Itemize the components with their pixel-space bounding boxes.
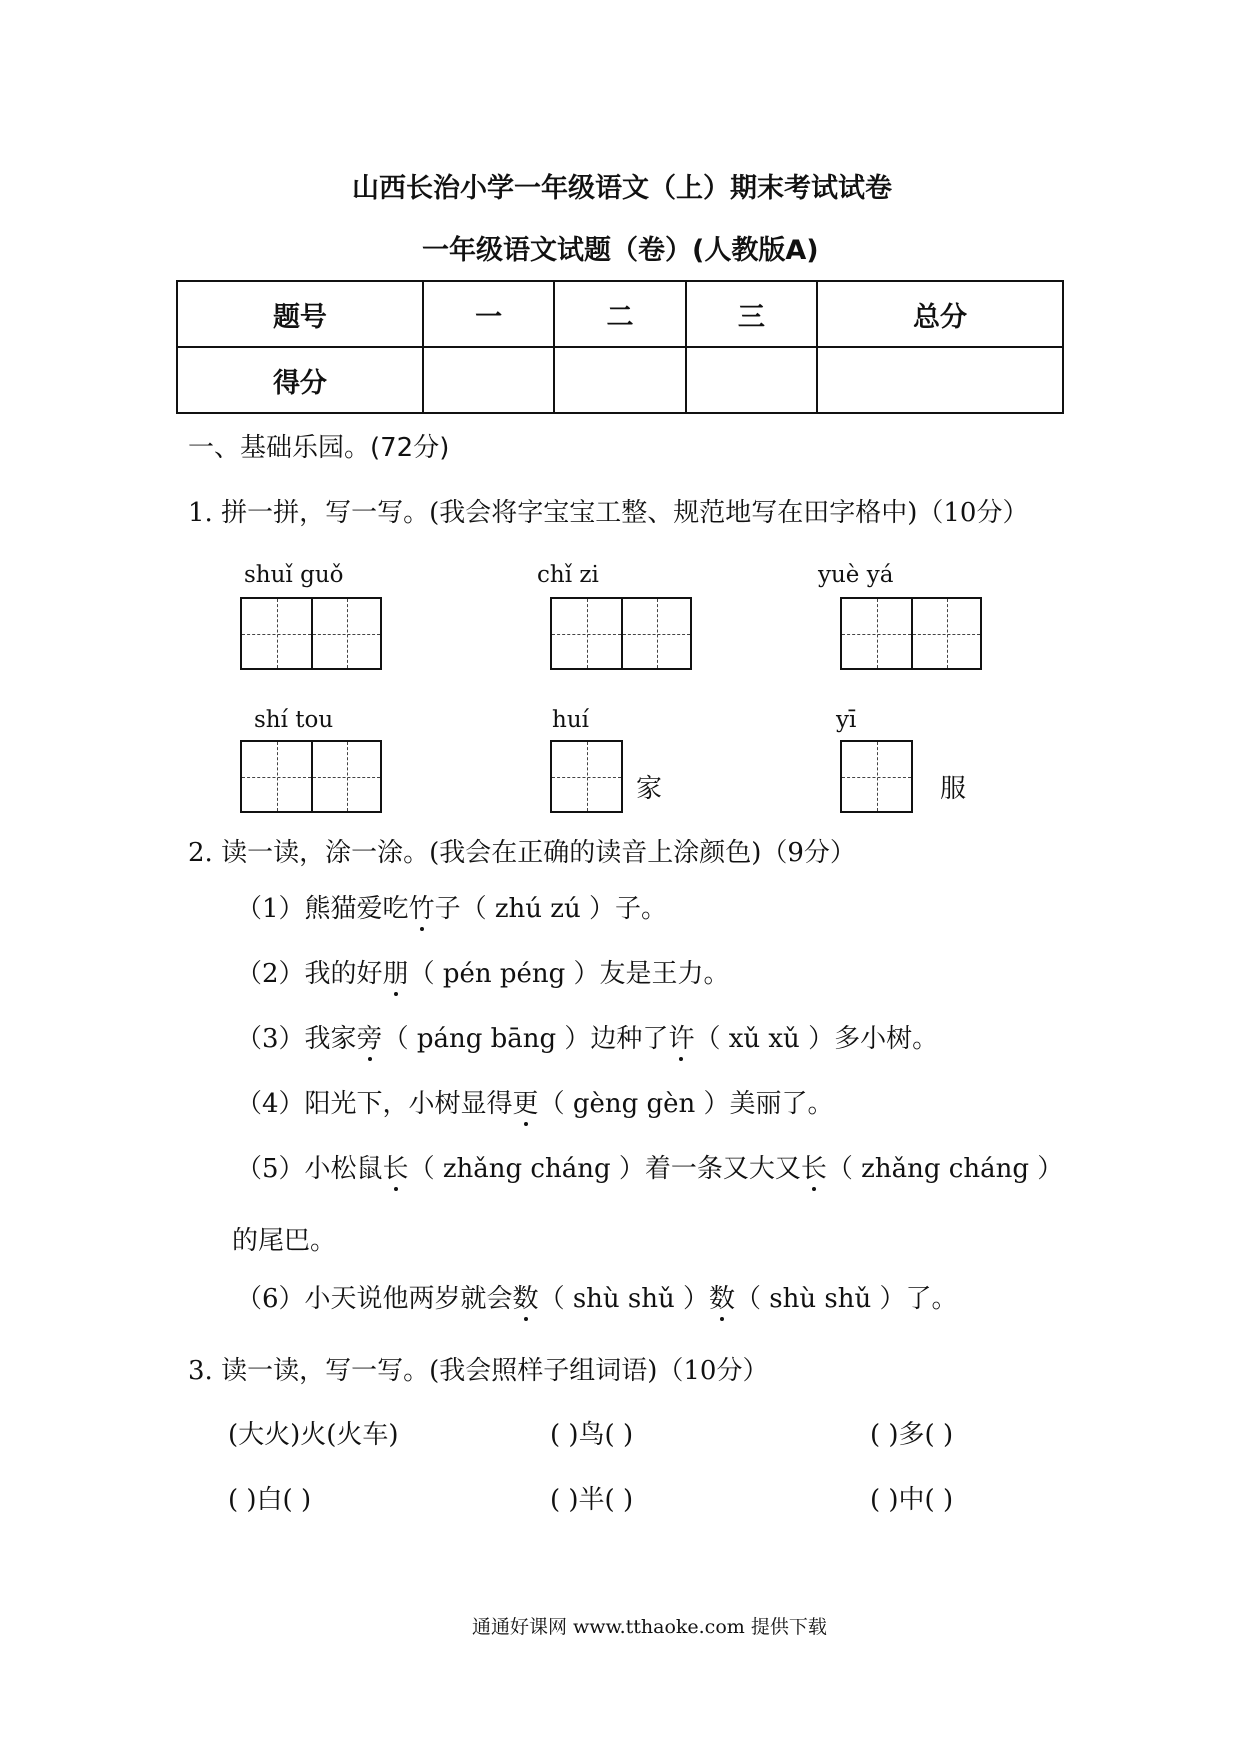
line-text: （5）小松鼠 xyxy=(236,1154,383,1184)
dotted-char: 更 xyxy=(513,1083,539,1120)
score-header-cell: 总分 xyxy=(817,281,1063,347)
pinyin-label: shí tou xyxy=(254,707,334,733)
score-cell xyxy=(817,347,1063,413)
q2-line-5 xyxy=(236,1148,1063,1185)
footer-credit: 通通好课网 www.tthaoke.com 提供下载 xyxy=(472,1616,827,1638)
dotted-char: 数 xyxy=(709,1278,735,1315)
line-text: （ zhǎng cháng ）着一条又大又 xyxy=(408,1154,801,1184)
line-text: 子（ zhú zú ）子。 xyxy=(434,894,667,924)
line-text: （ shù shǔ ） xyxy=(538,1284,710,1314)
pinyin-label: yī xyxy=(836,707,857,733)
score-header-cell: 一 xyxy=(423,281,554,347)
dotted-char: 竹 xyxy=(409,888,435,925)
pinyin-label: chǐ zi xyxy=(537,562,599,588)
line-text: （6）小天说他两岁就会 xyxy=(236,1284,513,1314)
question-3: 3. 读一读，写一写。(我会照样子组词语)（10分） xyxy=(188,1356,769,1386)
tianzige-grid[interactable] xyxy=(240,740,382,813)
q2-line-1 xyxy=(236,888,667,925)
tianzige-grid[interactable] xyxy=(840,597,982,670)
dotted-char: 长 xyxy=(801,1148,827,1185)
line-text: （ zhǎng cháng ） xyxy=(826,1154,1064,1184)
tianzige-cell[interactable] xyxy=(842,599,911,668)
pinyin-label: shuǐ guǒ xyxy=(244,562,344,588)
q2-line-3 xyxy=(236,1018,938,1055)
score-table-header-row xyxy=(177,281,1063,347)
q2-line-6 xyxy=(236,1278,958,1315)
pinyin-label: yuè yá xyxy=(818,562,894,588)
tianzige-cell[interactable] xyxy=(552,742,621,811)
tianzige-cell[interactable] xyxy=(552,599,621,668)
score-cell xyxy=(686,347,817,413)
line-text: （1）熊猫爱吃 xyxy=(236,894,409,924)
tianzige-cell[interactable] xyxy=(242,742,311,811)
tianzige-cell[interactable] xyxy=(311,742,380,811)
line-text: （ páng bāng ）边种了 xyxy=(382,1024,669,1054)
tianzige-cell[interactable] xyxy=(842,742,911,811)
q2-line-4 xyxy=(236,1083,834,1120)
score-table xyxy=(176,280,1064,414)
score-header-cell: 二 xyxy=(554,281,685,347)
score-header-cell: 题号 xyxy=(177,281,423,347)
tianzige-cell[interactable] xyxy=(911,599,980,668)
score-cell xyxy=(423,347,554,413)
line-text: （ gèng gèn ）美丽了。 xyxy=(538,1089,834,1119)
tianzige-grid[interactable] xyxy=(550,740,623,813)
word-group-blank[interactable]: ( )白( ) xyxy=(228,1485,312,1515)
exam-title: 山西长治小学一年级语文（上）期末考试试卷 xyxy=(352,173,892,204)
score-header-cell: 三 xyxy=(686,281,817,347)
section-heading: 一、基础乐园。(72分) xyxy=(188,433,450,463)
word-suffix: 家 xyxy=(636,774,663,804)
tianzige-grid[interactable] xyxy=(550,597,692,670)
score-cell xyxy=(554,347,685,413)
q2-line-5-cont: 的尾巴。 xyxy=(232,1226,337,1256)
dotted-char: 许 xyxy=(668,1018,694,1055)
tianzige-cell[interactable] xyxy=(242,599,311,668)
word-group-blank[interactable]: ( )多( ) xyxy=(870,1420,954,1450)
line-text: （ shù shǔ ）了。 xyxy=(735,1284,958,1314)
dotted-char: 长 xyxy=(383,1148,409,1185)
word-group-blank[interactable]: ( )鸟( ) xyxy=(550,1420,634,1450)
question-2: 2. 读一读，涂一涂。(我会在正确的读音上涂颜色)（9分） xyxy=(188,838,856,868)
score-table-score-row xyxy=(177,347,1063,413)
pinyin-label: huí xyxy=(552,707,589,733)
line-text: （3）我家 xyxy=(236,1024,357,1054)
dotted-char: 数 xyxy=(513,1278,539,1315)
q2-line-2 xyxy=(236,953,730,990)
exam-subtitle: 一年级语文试题（卷）(人教版A) xyxy=(422,235,819,266)
question-1: 1. 拼一拼，写一写。(我会将字宝宝工整、规范地写在田字格中)（10分） xyxy=(188,498,1029,528)
word-group-blank[interactable]: ( )半( ) xyxy=(550,1485,634,1515)
line-text: （4）阳光下，小树显得 xyxy=(236,1089,513,1119)
word-group-blank[interactable]: ( )中( ) xyxy=(870,1485,954,1515)
word-group-example: (大火)火(火车) xyxy=(228,1420,399,1450)
dotted-char: 朋 xyxy=(383,953,409,990)
tianzige-grid[interactable] xyxy=(240,597,382,670)
line-text: （ xǔ xǔ ）多小树。 xyxy=(694,1024,939,1054)
score-row-label: 得分 xyxy=(177,347,423,413)
tianzige-grid[interactable] xyxy=(840,740,913,813)
tianzige-cell[interactable] xyxy=(311,599,380,668)
line-text: （2）我的好 xyxy=(236,959,383,989)
line-text: （ pén péng ）友是王力。 xyxy=(408,959,730,989)
word-suffix: 服 xyxy=(940,774,967,804)
tianzige-cell[interactable] xyxy=(621,599,690,668)
dotted-char: 旁 xyxy=(357,1018,383,1055)
